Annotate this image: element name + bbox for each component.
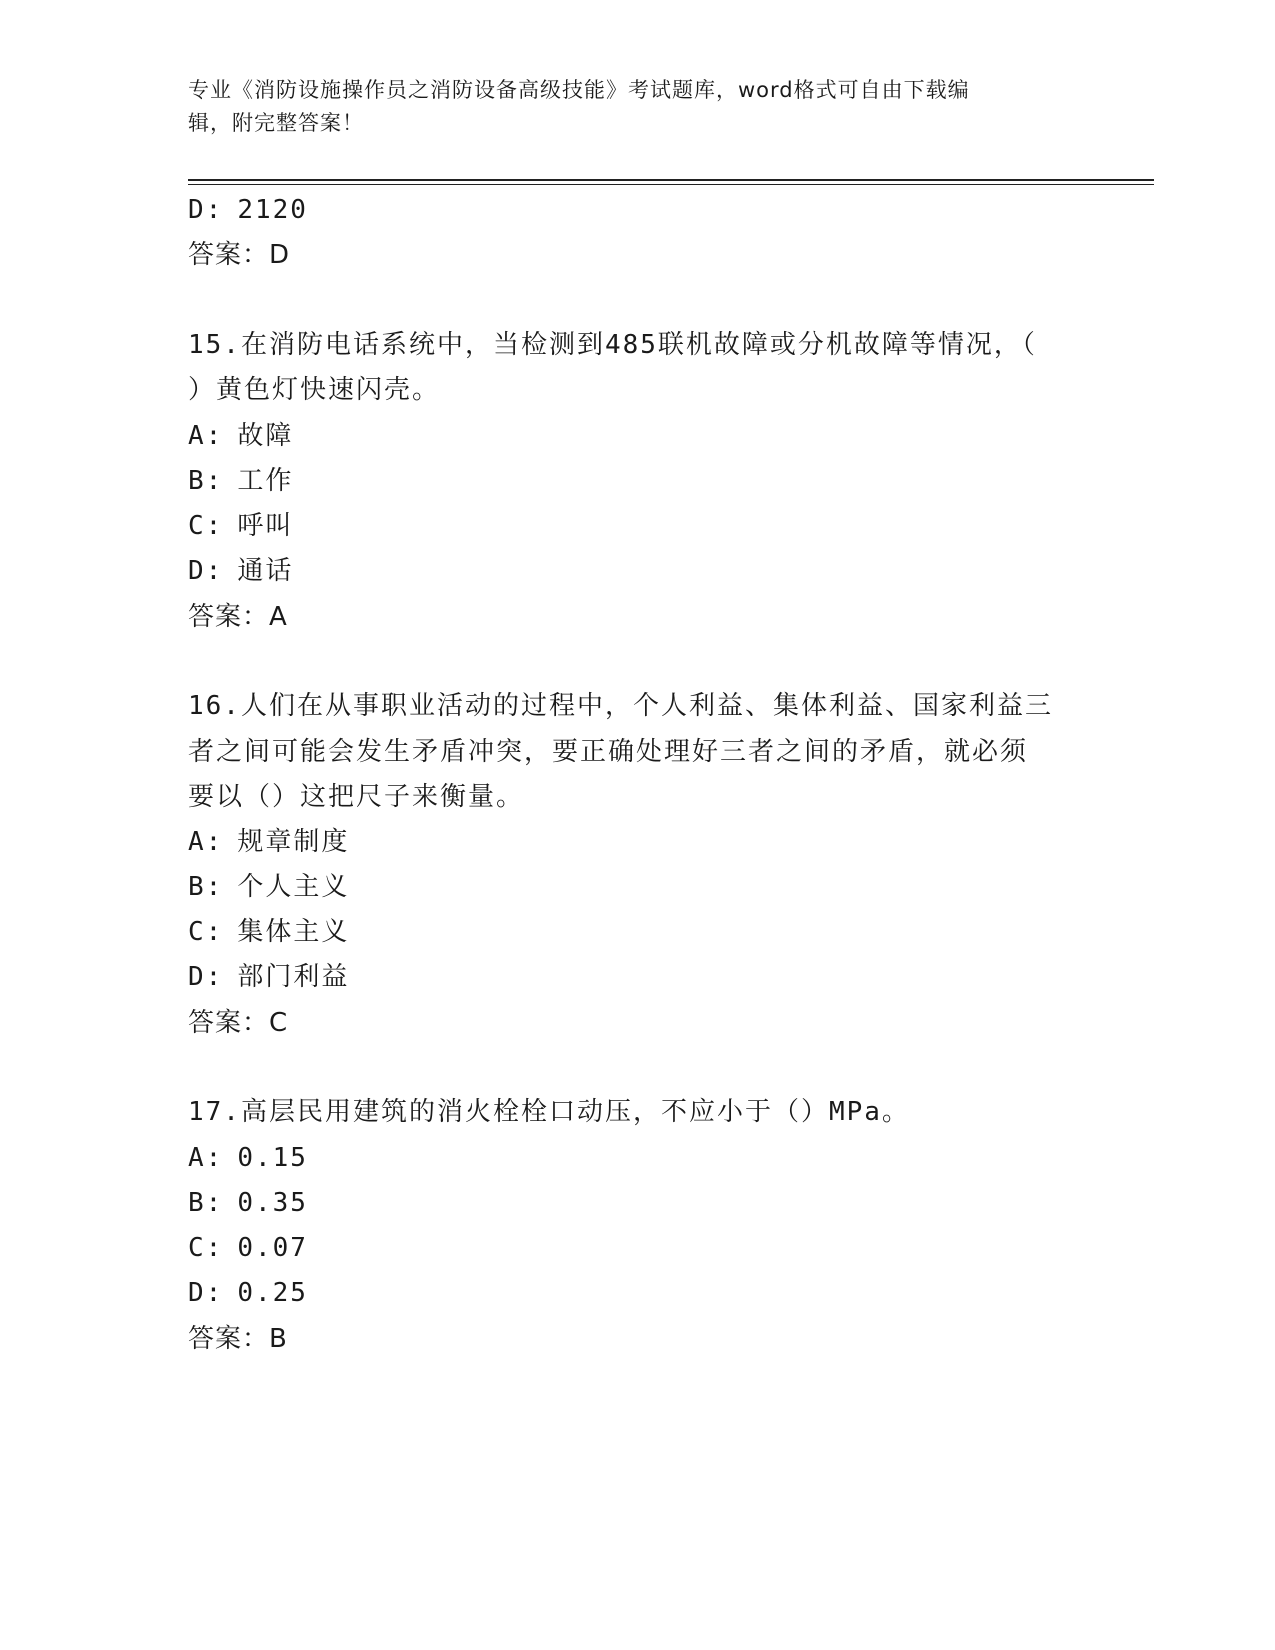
q16-option-a [188, 824, 349, 860]
q15-option-a [188, 418, 293, 454]
q15-stem-line-1: 15.在消防电话系统中，当检测到485联机故障或分机故障等情况，（ [188, 330, 1037, 360]
q15-option-d [188, 553, 293, 589]
option-key: A: [188, 1143, 224, 1173]
option-value: 集体主义 [237, 917, 350, 947]
option-value: 0.25 [237, 1278, 308, 1308]
option-key: B: [188, 466, 224, 496]
option-value: 工作 [237, 466, 294, 496]
option-key: A: [188, 827, 224, 857]
option-key: B: [188, 872, 224, 902]
option-key: C: [188, 511, 224, 541]
q16-option-b [188, 869, 349, 905]
page-header [188, 74, 1068, 140]
option-value: 个人主义 [237, 872, 350, 902]
option-value: 故障 [237, 421, 294, 451]
prev-option-d [188, 192, 308, 228]
q17-option-c [188, 1230, 308, 1266]
q17-answer: 答案：B [188, 1324, 288, 1354]
option-key: D: [188, 556, 224, 586]
header-divider-thin [188, 184, 1154, 185]
q16-option-c [188, 914, 349, 950]
option-value: 0.15 [237, 1143, 308, 1173]
q16-option-d [188, 959, 349, 995]
q17-option-b [188, 1185, 308, 1221]
option-value: 通话 [237, 556, 294, 586]
option-value: 0.07 [237, 1233, 308, 1263]
option-key: B: [188, 1188, 224, 1218]
option-value: 呼叫 [237, 511, 294, 541]
option-value: 2120 [237, 195, 308, 225]
option-key: D: [188, 195, 224, 225]
option-value: 0.35 [237, 1188, 308, 1218]
option-key: A: [188, 421, 224, 451]
option-key: D: [188, 1278, 224, 1308]
prev-answer: 答案：D [188, 240, 291, 270]
q15-stem-line-2: ）黄色灯快速闪壳。 [188, 375, 441, 405]
option-key: C: [188, 1233, 224, 1263]
q17-option-d [188, 1275, 308, 1311]
q17-option-a [188, 1140, 308, 1176]
q16-stem-line-1: 16.人们在从事职业活动的过程中，个人利益、集体利益、国家利益三 [188, 691, 1053, 721]
option-value: 规章制度 [237, 827, 350, 857]
q16-stem-line-2: 者之间可能会发生矛盾冲突，要正确处理好三者之间的矛盾，就必须 [188, 737, 1029, 767]
option-key: C: [188, 917, 224, 947]
q16-answer: 答案：C [188, 1008, 289, 1038]
header-line-1: 专业《消防设施操作员之消防设备高级技能》考试题库，word格式可自由下载编 [188, 78, 970, 102]
q15-option-c [188, 508, 293, 544]
header-divider-thick [188, 179, 1154, 181]
header-line-2: 辑，附完整答案！ [188, 111, 364, 135]
q15-option-b [188, 463, 293, 499]
option-key: D: [188, 962, 224, 992]
option-value: 部门利益 [237, 962, 350, 992]
q16-stem-line-3: 要以（）这把尺子来衡量。 [188, 782, 525, 812]
q17-stem-line-1: 17.高层民用建筑的消火栓栓口动压，不应小于（）MPa。 [188, 1097, 910, 1127]
q15-answer: 答案：A [188, 602, 288, 632]
